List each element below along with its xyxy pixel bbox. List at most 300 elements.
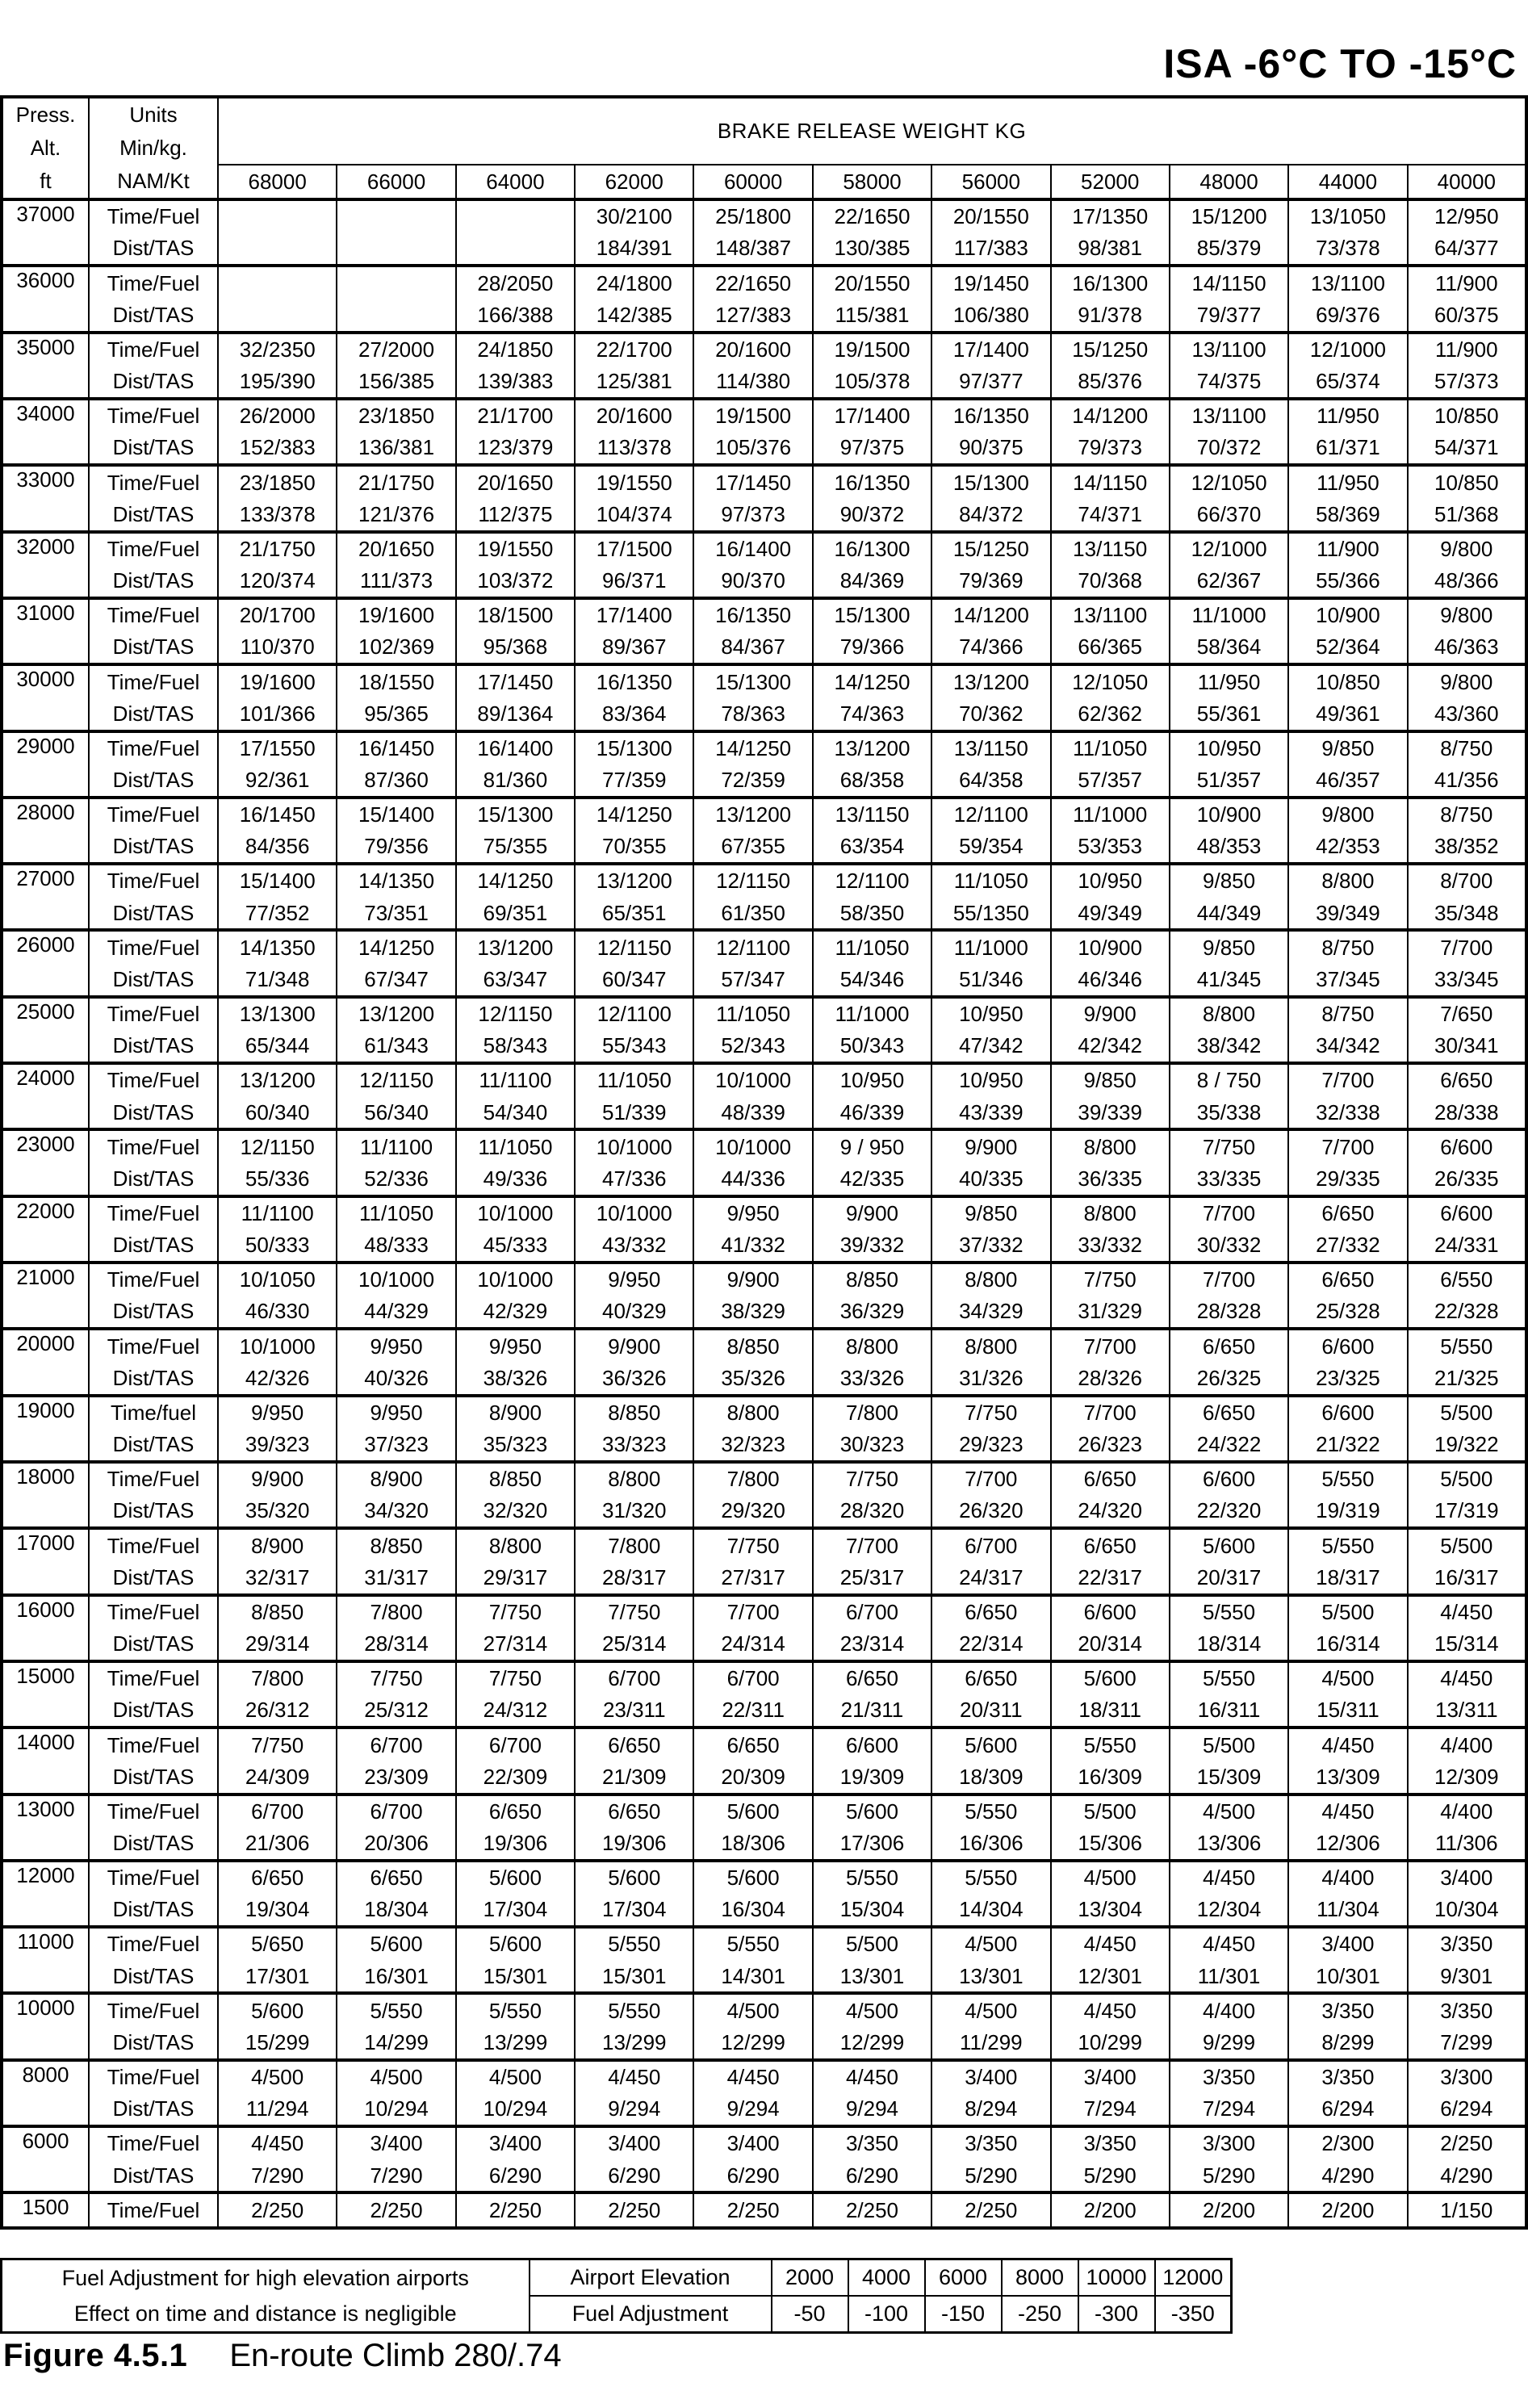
dist-tas-cell: 21/306 [218, 1828, 337, 1861]
time-fuel-cell: 10/850 [1288, 664, 1407, 697]
time-fuel-cell: 2/250 [813, 2192, 931, 2228]
time-fuel-cell: 7/750 [1051, 1263, 1170, 1296]
dist-tas-cell: 54/371 [1408, 432, 1526, 465]
time-fuel-cell: 11/1000 [1170, 598, 1288, 631]
time-fuel-cell: 14/1350 [218, 930, 337, 963]
altitude-group-row [2, 1993, 1526, 2026]
time-fuel-cell: 16/1300 [1051, 266, 1170, 299]
dist-tas-label: Dist/TAS [89, 697, 218, 731]
dist-tas-cell: 15/306 [1051, 1828, 1170, 1861]
altitude-group-row [2, 199, 1526, 232]
time-fuel-cell: 9/800 [1408, 532, 1526, 565]
time-fuel-cell: 20/1650 [456, 465, 575, 498]
dist-tas-cell: 50/343 [813, 1030, 931, 1063]
time-fuel-cell: 7/750 [575, 1595, 693, 1628]
altitude-group-row [2, 2126, 1526, 2159]
time-fuel-cell: 3/350 [1408, 1993, 1526, 2026]
altitude-group-row [2, 1861, 1526, 1894]
time-fuel-cell: 6/600 [1288, 1329, 1407, 1362]
dist-tas-cell [218, 299, 337, 332]
enroute-climb-table [0, 95, 1528, 2230]
dist-tas-cell: 120/374 [218, 565, 337, 598]
pressure-altitude-cell: 26000 [2, 930, 89, 996]
dist-tas-cell: 38/326 [456, 1362, 575, 1395]
dist-tas-row [2, 1495, 1526, 1528]
time-fuel-cell: 5/550 [1408, 1329, 1526, 1362]
dist-tas-cell: 73/378 [1288, 232, 1407, 266]
time-fuel-cell: 5/550 [931, 1861, 1050, 1894]
time-fuel-cell: 7/750 [218, 1727, 337, 1761]
dist-tas-cell: 49/361 [1288, 697, 1407, 731]
time-fuel-cell: 7/700 [1288, 1129, 1407, 1162]
time-fuel-cell: 2/250 [931, 2192, 1050, 2228]
dist-tas-cell: 101/366 [218, 697, 337, 731]
dist-tas-cell: 152/383 [218, 432, 337, 465]
time-fuel-cell: 8/800 [456, 1528, 575, 1561]
time-fuel-cell: 5/550 [337, 1993, 455, 2026]
dist-tas-cell: 61/343 [337, 1030, 455, 1063]
time-fuel-cell: 6/700 [813, 1595, 931, 1628]
altitude-group-row [2, 1196, 1526, 1229]
dist-tas-cell: 10/294 [337, 2093, 455, 2126]
dist-tas-cell: 66/365 [1051, 631, 1170, 664]
pressure-altitude-cell: 33000 [2, 465, 89, 531]
dist-tas-cell: 35/323 [456, 1429, 575, 1462]
pressure-altitude-cell: 18000 [2, 1462, 89, 1528]
time-fuel-cell: 10/950 [1051, 864, 1170, 897]
time-fuel-cell: 7/800 [693, 1462, 812, 1495]
dist-tas-cell: 62/362 [1051, 697, 1170, 731]
time-fuel-cell: 13/1150 [813, 798, 931, 831]
dist-tas-cell: 81/360 [456, 764, 575, 798]
dist-tas-label: Dist/TAS [89, 2027, 218, 2060]
note-line-1: Fuel Adjustment for high elevation airports [61, 2266, 469, 2290]
pressure-altitude-cell: 29000 [2, 731, 89, 798]
time-fuel-cell: 7/700 [1170, 1263, 1288, 1296]
altitude-group-row [2, 664, 1526, 697]
pressure-altitude-cell: 20000 [2, 1329, 89, 1395]
time-fuel-cell: 8/900 [337, 1462, 455, 1495]
time-fuel-cell: 3/350 [1170, 2060, 1288, 2093]
time-fuel-cell: 3/400 [1408, 1861, 1526, 1894]
altitude-group-row [2, 2060, 1526, 2093]
dist-tas-cell: 12/301 [1051, 1960, 1170, 1993]
altitude-group-row [2, 1263, 1526, 1296]
time-fuel-cell: 7/750 [1170, 1129, 1288, 1162]
time-fuel-cell: 5/600 [693, 1794, 812, 1828]
time-fuel-cell: 6/650 [931, 1595, 1050, 1628]
dist-tas-cell: 43/332 [575, 1229, 693, 1263]
dist-tas-cell: 25/317 [813, 1561, 931, 1594]
time-fuel-cell: 7/750 [813, 1462, 931, 1495]
time-fuel-cell: 8/800 [931, 1329, 1050, 1362]
dist-tas-cell: 71/348 [218, 964, 337, 997]
dist-tas-cell: 15/304 [813, 1894, 931, 1927]
dist-tas-cell: 22/309 [456, 1761, 575, 1794]
pressure-altitude-cell: 14000 [2, 1727, 89, 1794]
dist-tas-cell: 8/299 [1288, 2027, 1407, 2060]
time-fuel-cell: 11/1050 [931, 864, 1050, 897]
time-fuel-cell: 20/1650 [337, 532, 455, 565]
time-fuel-cell: 11/950 [1170, 664, 1288, 697]
dist-tas-cell: 77/352 [218, 897, 337, 930]
dist-tas-cell: 28/314 [337, 1628, 455, 1661]
dist-tas-row [2, 631, 1526, 664]
dist-tas-cell: 13/299 [456, 2027, 575, 2060]
dist-tas-cell: 5/290 [1170, 2159, 1288, 2192]
dist-tas-cell: 23/311 [575, 1694, 693, 1727]
time-fuel-label: Time/Fuel [89, 798, 218, 831]
airport-elevation-row [2, 2259, 1232, 2297]
time-fuel-cell: 9/850 [931, 1196, 1050, 1229]
time-fuel-cell: 4/500 [337, 2060, 455, 2093]
dist-tas-cell: 26/325 [1170, 1362, 1288, 1395]
time-fuel-cell: 8/800 [693, 1396, 812, 1429]
dist-tas-cell: 9/294 [575, 2093, 693, 2126]
dist-tas-cell: 75/355 [456, 831, 575, 864]
time-fuel-cell: 21/1750 [218, 532, 337, 565]
time-fuel-label: Time/Fuel [89, 598, 218, 631]
dist-tas-cell: 55/361 [1170, 697, 1288, 731]
time-fuel-cell: 4/500 [693, 1993, 812, 2026]
time-fuel-cell: 4/450 [1288, 1727, 1407, 1761]
dist-tas-cell: 46/363 [1408, 631, 1526, 664]
time-fuel-cell: 5/600 [931, 1727, 1050, 1761]
time-fuel-cell: 8/750 [1408, 798, 1526, 831]
time-fuel-cell: 20/1600 [693, 333, 812, 366]
time-fuel-cell: 5/600 [693, 1861, 812, 1894]
dist-tas-cell: 6/294 [1408, 2093, 1526, 2126]
dist-tas-cell: 35/326 [693, 1362, 812, 1395]
time-fuel-cell: 4/400 [1170, 1993, 1288, 2026]
time-fuel-cell: 13/1150 [931, 731, 1050, 764]
time-fuel-cell: 8/850 [693, 1329, 812, 1362]
time-fuel-cell: 6/650 [931, 1661, 1050, 1694]
time-fuel-cell: 6/650 [575, 1727, 693, 1761]
dist-tas-cell: 104/374 [575, 498, 693, 531]
dist-tas-cell: 54/346 [813, 964, 931, 997]
time-fuel-cell: 9/950 [337, 1329, 455, 1362]
dist-tas-cell: 39/332 [813, 1229, 931, 1263]
time-fuel-cell: 20/1550 [931, 199, 1050, 232]
dist-tas-cell: 42/353 [1288, 831, 1407, 864]
dist-tas-cell: 31/326 [931, 1362, 1050, 1395]
time-fuel-cell: 3/400 [1288, 1927, 1407, 1960]
altitude-group-row [2, 598, 1526, 631]
time-fuel-cell: 5/550 [1170, 1595, 1288, 1628]
dist-tas-cell: 102/369 [337, 631, 455, 664]
dist-tas-cell: 67/355 [693, 831, 812, 864]
dist-tas-cell: 58/350 [813, 897, 931, 930]
dist-tas-cell: 49/336 [456, 1163, 575, 1196]
time-fuel-cell: 4/450 [1288, 1794, 1407, 1828]
dist-tas-cell: 25/328 [1288, 1296, 1407, 1329]
time-fuel-cell: 22/1650 [813, 199, 931, 232]
dist-tas-row [2, 1894, 1526, 1927]
dist-tas-row [2, 565, 1526, 598]
time-fuel-cell: 9/950 [693, 1196, 812, 1229]
time-fuel-label: Time/Fuel [89, 1927, 218, 1960]
time-fuel-cell: 7/650 [1408, 997, 1526, 1030]
dist-tas-row [2, 2027, 1526, 2060]
dist-tas-cell: 79/366 [813, 631, 931, 664]
dist-tas-cell: 31/329 [1051, 1296, 1170, 1329]
time-fuel-cell: 13/1200 [456, 930, 575, 963]
dist-tas-cell: 26/323 [1051, 1429, 1170, 1462]
units-line2: Min/kg. [119, 136, 187, 160]
time-fuel-cell: 4/450 [1170, 1927, 1288, 1960]
pressure-altitude-cell: 11000 [2, 1927, 89, 1993]
time-fuel-cell: 17/1450 [456, 664, 575, 697]
dist-tas-cell: 45/333 [456, 1229, 575, 1263]
time-fuel-cell: 4/500 [1170, 1794, 1288, 1828]
time-fuel-cell: 4/500 [931, 1927, 1050, 1960]
press-alt-line3: ft [40, 169, 52, 193]
dist-tas-cell: 112/375 [456, 498, 575, 531]
time-fuel-cell: 5/550 [456, 1993, 575, 2026]
dist-tas-row [2, 299, 1526, 332]
dist-tas-row [2, 1163, 1526, 1196]
units-line3: NAM/Kt [117, 169, 190, 193]
dist-tas-label: Dist/TAS [89, 299, 218, 332]
time-fuel-cell: 8/800 [1051, 1129, 1170, 1162]
dist-tas-cell: 11/306 [1408, 1828, 1526, 1861]
time-fuel-cell: 22/1650 [693, 266, 812, 299]
dist-tas-cell: 55/1350 [931, 897, 1050, 930]
dist-tas-cell: 139/383 [456, 366, 575, 399]
pressure-altitude-cell: 31000 [2, 598, 89, 664]
time-fuel-cell: 27/2000 [337, 333, 455, 366]
time-fuel-label: Time/Fuel [89, 1861, 218, 1894]
time-fuel-label: Time/Fuel [89, 1462, 218, 1495]
dist-tas-cell: 24/317 [931, 1561, 1050, 1594]
time-fuel-cell: 26/2000 [218, 399, 337, 432]
dist-tas-label: Dist/TAS [89, 2093, 218, 2126]
time-fuel-cell: 12/1150 [337, 1063, 455, 1096]
time-fuel-cell: 4/500 [813, 1993, 931, 2026]
time-fuel-cell: 5/550 [1170, 1661, 1288, 1694]
time-fuel-cell: 9/900 [693, 1263, 812, 1296]
time-fuel-cell: 16/1300 [813, 532, 931, 565]
time-fuel-cell: 8/800 [813, 1329, 931, 1362]
time-fuel-cell: 11/950 [1288, 399, 1407, 432]
dist-tas-cell: 44/349 [1170, 897, 1288, 930]
altitude-group-row [2, 1063, 1526, 1096]
figure-caption [3, 2338, 562, 2374]
time-fuel-cell: 10/1000 [575, 1196, 693, 1229]
time-fuel-cell: 10/1000 [693, 1129, 812, 1162]
time-fuel-cell: 6/650 [456, 1794, 575, 1828]
dist-tas-cell: 68/358 [813, 764, 931, 798]
dist-tas-cell: 28/338 [1408, 1096, 1526, 1129]
time-fuel-cell: 10/1000 [575, 1129, 693, 1162]
dist-tas-cell: 58/343 [456, 1030, 575, 1063]
dist-tas-label: Dist/TAS [89, 1229, 218, 1263]
time-fuel-cell: 11/900 [1288, 532, 1407, 565]
dist-tas-row [2, 1030, 1526, 1063]
time-fuel-label: Time/Fuel [89, 333, 218, 366]
dist-tas-cell: 136/381 [337, 432, 455, 465]
dist-tas-cell: 79/373 [1051, 432, 1170, 465]
time-fuel-cell: 6/650 [1170, 1396, 1288, 1429]
weight-col-header: 52000 [1051, 165, 1170, 199]
time-fuel-cell: 6/650 [1288, 1263, 1407, 1296]
dist-tas-cell [218, 232, 337, 266]
table-body [2, 199, 1526, 2228]
dist-tas-cell: 57/347 [693, 964, 812, 997]
dist-tas-cell: 39/323 [218, 1429, 337, 1462]
dist-tas-cell: 89/1364 [456, 697, 575, 731]
dist-tas-cell: 30/332 [1170, 1229, 1288, 1263]
time-fuel-cell: 4/400 [1288, 1861, 1407, 1894]
time-fuel-cell: 11/1050 [337, 1196, 455, 1229]
time-fuel-cell: 8/700 [1408, 864, 1526, 897]
time-fuel-cell: 16/1350 [693, 598, 812, 631]
dist-tas-cell: 44/329 [337, 1296, 455, 1329]
time-fuel-label: Time/Fuel [89, 399, 218, 432]
airport-elevation-value: 8000 [1002, 2259, 1078, 2297]
time-fuel-cell: 6/600 [1408, 1196, 1526, 1229]
dist-tas-cell: 57/357 [1051, 764, 1170, 798]
time-fuel-cell: 5/500 [1051, 1794, 1170, 1828]
time-fuel-cell: 21/1700 [456, 399, 575, 432]
dist-tas-cell: 64/358 [931, 764, 1050, 798]
time-fuel-cell: 12/1000 [1170, 532, 1288, 565]
fuel-adjustment-value: -150 [925, 2296, 1002, 2333]
dist-tas-cell: 12/306 [1288, 1828, 1407, 1861]
dist-tas-cell: 117/383 [931, 232, 1050, 266]
dist-tas-cell: 23/325 [1288, 1362, 1407, 1395]
dist-tas-cell: 20/314 [1051, 1628, 1170, 1661]
dist-tas-cell: 13/299 [575, 2027, 693, 2060]
time-fuel-label: Time/Fuel [89, 1196, 218, 1229]
pressure-altitude-cell: 23000 [2, 1129, 89, 1196]
dist-tas-cell: 47/336 [575, 1163, 693, 1196]
time-fuel-cell: 6/700 [931, 1528, 1050, 1561]
figure-number: Figure 4.5.1 [3, 2338, 188, 2373]
dist-tas-cell: 24/309 [218, 1761, 337, 1794]
dist-tas-label: Dist/TAS [89, 1694, 218, 1727]
dist-tas-cell: 48/339 [693, 1096, 812, 1129]
time-fuel-cell: 7/700 [1051, 1396, 1170, 1429]
dist-tas-cell: 130/385 [813, 232, 931, 266]
time-fuel-cell: 8/800 [931, 1263, 1050, 1296]
time-fuel-cell: 6/650 [813, 1661, 931, 1694]
time-fuel-cell: 12/1050 [1051, 664, 1170, 697]
dist-tas-cell: 61/371 [1288, 432, 1407, 465]
time-fuel-cell: 3/350 [1288, 2060, 1407, 2093]
dist-tas-cell: 18/306 [693, 1828, 812, 1861]
dist-tas-cell: 24/320 [1051, 1495, 1170, 1528]
time-fuel-cell: 8/750 [1288, 997, 1407, 1030]
time-fuel-cell: 11/1050 [1051, 731, 1170, 764]
dist-tas-cell [456, 232, 575, 266]
time-fuel-cell: 4/400 [1408, 1727, 1526, 1761]
time-fuel-label: Time/Fuel [89, 266, 218, 299]
dist-tas-cell: 148/387 [693, 232, 812, 266]
time-fuel-cell: 5/550 [575, 1993, 693, 2026]
time-fuel-cell: 2/250 [1408, 2126, 1526, 2159]
time-fuel-cell: 15/1400 [218, 864, 337, 897]
dist-tas-row [2, 897, 1526, 930]
time-fuel-cell: 5/500 [1408, 1396, 1526, 1429]
time-fuel-cell: 3/350 [813, 2126, 931, 2159]
time-fuel-label: Time/Fuel [89, 532, 218, 565]
time-fuel-cell: 10/950 [813, 1063, 931, 1096]
dist-tas-cell: 9/294 [813, 2093, 931, 2126]
altitude-group-row [2, 997, 1526, 1030]
dist-tas-cell: 7/294 [1170, 2093, 1288, 2126]
dist-tas-cell: 65/351 [575, 897, 693, 930]
dist-tas-cell: 36/329 [813, 1296, 931, 1329]
dist-tas-cell: 39/339 [1051, 1096, 1170, 1129]
time-fuel-cell: 9 / 950 [813, 1129, 931, 1162]
dist-tas-cell: 29/335 [1288, 1163, 1407, 1196]
dist-tas-cell: 78/363 [693, 697, 812, 731]
time-fuel-label: Time/Fuel [89, 1794, 218, 1828]
time-fuel-cell: 4/400 [1408, 1794, 1526, 1828]
dist-tas-row [2, 1429, 1526, 1462]
time-fuel-label: Time/Fuel [89, 1661, 218, 1694]
time-fuel-cell: 5/600 [1051, 1661, 1170, 1694]
time-fuel-cell: 12/1100 [575, 997, 693, 1030]
dist-tas-cell: 64/377 [1408, 232, 1526, 266]
dist-tas-cell: 60/347 [575, 964, 693, 997]
time-fuel-cell: 3/400 [575, 2126, 693, 2159]
dist-tas-row [2, 1296, 1526, 1329]
dist-tas-cell: 44/336 [693, 1163, 812, 1196]
dist-tas-cell: 70/355 [575, 831, 693, 864]
time-fuel-cell: 11/1050 [813, 930, 931, 963]
dist-tas-cell: 15/299 [218, 2027, 337, 2060]
time-fuel-cell [337, 266, 455, 299]
time-fuel-cell: 8/800 [575, 1462, 693, 1495]
fuel-adjustment-value: -350 [1155, 2296, 1232, 2333]
dist-tas-cell: 36/335 [1051, 1163, 1170, 1196]
time-fuel-cell: 17/1550 [218, 731, 337, 764]
dist-tas-cell: 33/345 [1408, 964, 1526, 997]
time-fuel-cell: 19/1550 [575, 465, 693, 498]
time-fuel-cell: 19/1450 [931, 266, 1050, 299]
dist-tas-row [2, 964, 1526, 997]
dist-tas-cell: 16/309 [1051, 1761, 1170, 1794]
dist-tas-cell: 13/301 [931, 1960, 1050, 1993]
dist-tas-cell: 7/290 [218, 2159, 337, 2192]
pressure-altitude-cell: 12000 [2, 1861, 89, 1927]
dist-tas-cell: 15/311 [1288, 1694, 1407, 1727]
fuel-adjustment-table [0, 2258, 1233, 2334]
dist-tas-cell: 72/359 [693, 764, 812, 798]
dist-tas-cell: 11/299 [931, 2027, 1050, 2060]
airport-elevation-value: 4000 [848, 2259, 925, 2297]
time-fuel-cell: 5/550 [1288, 1528, 1407, 1561]
time-fuel-cell: 11/1000 [931, 930, 1050, 963]
time-fuel-cell: 13/1200 [693, 798, 812, 831]
time-fuel-cell: 4/450 [813, 2060, 931, 2093]
dist-tas-cell: 51/368 [1408, 498, 1526, 531]
dist-tas-label: Dist/TAS [89, 1628, 218, 1661]
dist-tas-cell: 25/314 [575, 1628, 693, 1661]
dist-tas-cell: 13/304 [1051, 1894, 1170, 1927]
dist-tas-label: Dist/TAS [89, 631, 218, 664]
pressure-altitude-cell: 16000 [2, 1595, 89, 1661]
dist-tas-cell: 32/338 [1288, 1096, 1407, 1129]
time-fuel-label: Time/Fuel [89, 2126, 218, 2159]
time-fuel-cell: 23/1850 [337, 399, 455, 432]
dist-tas-cell: 7/299 [1408, 2027, 1526, 2060]
time-fuel-cell: 13/1200 [575, 864, 693, 897]
dist-tas-cell: 125/381 [575, 366, 693, 399]
